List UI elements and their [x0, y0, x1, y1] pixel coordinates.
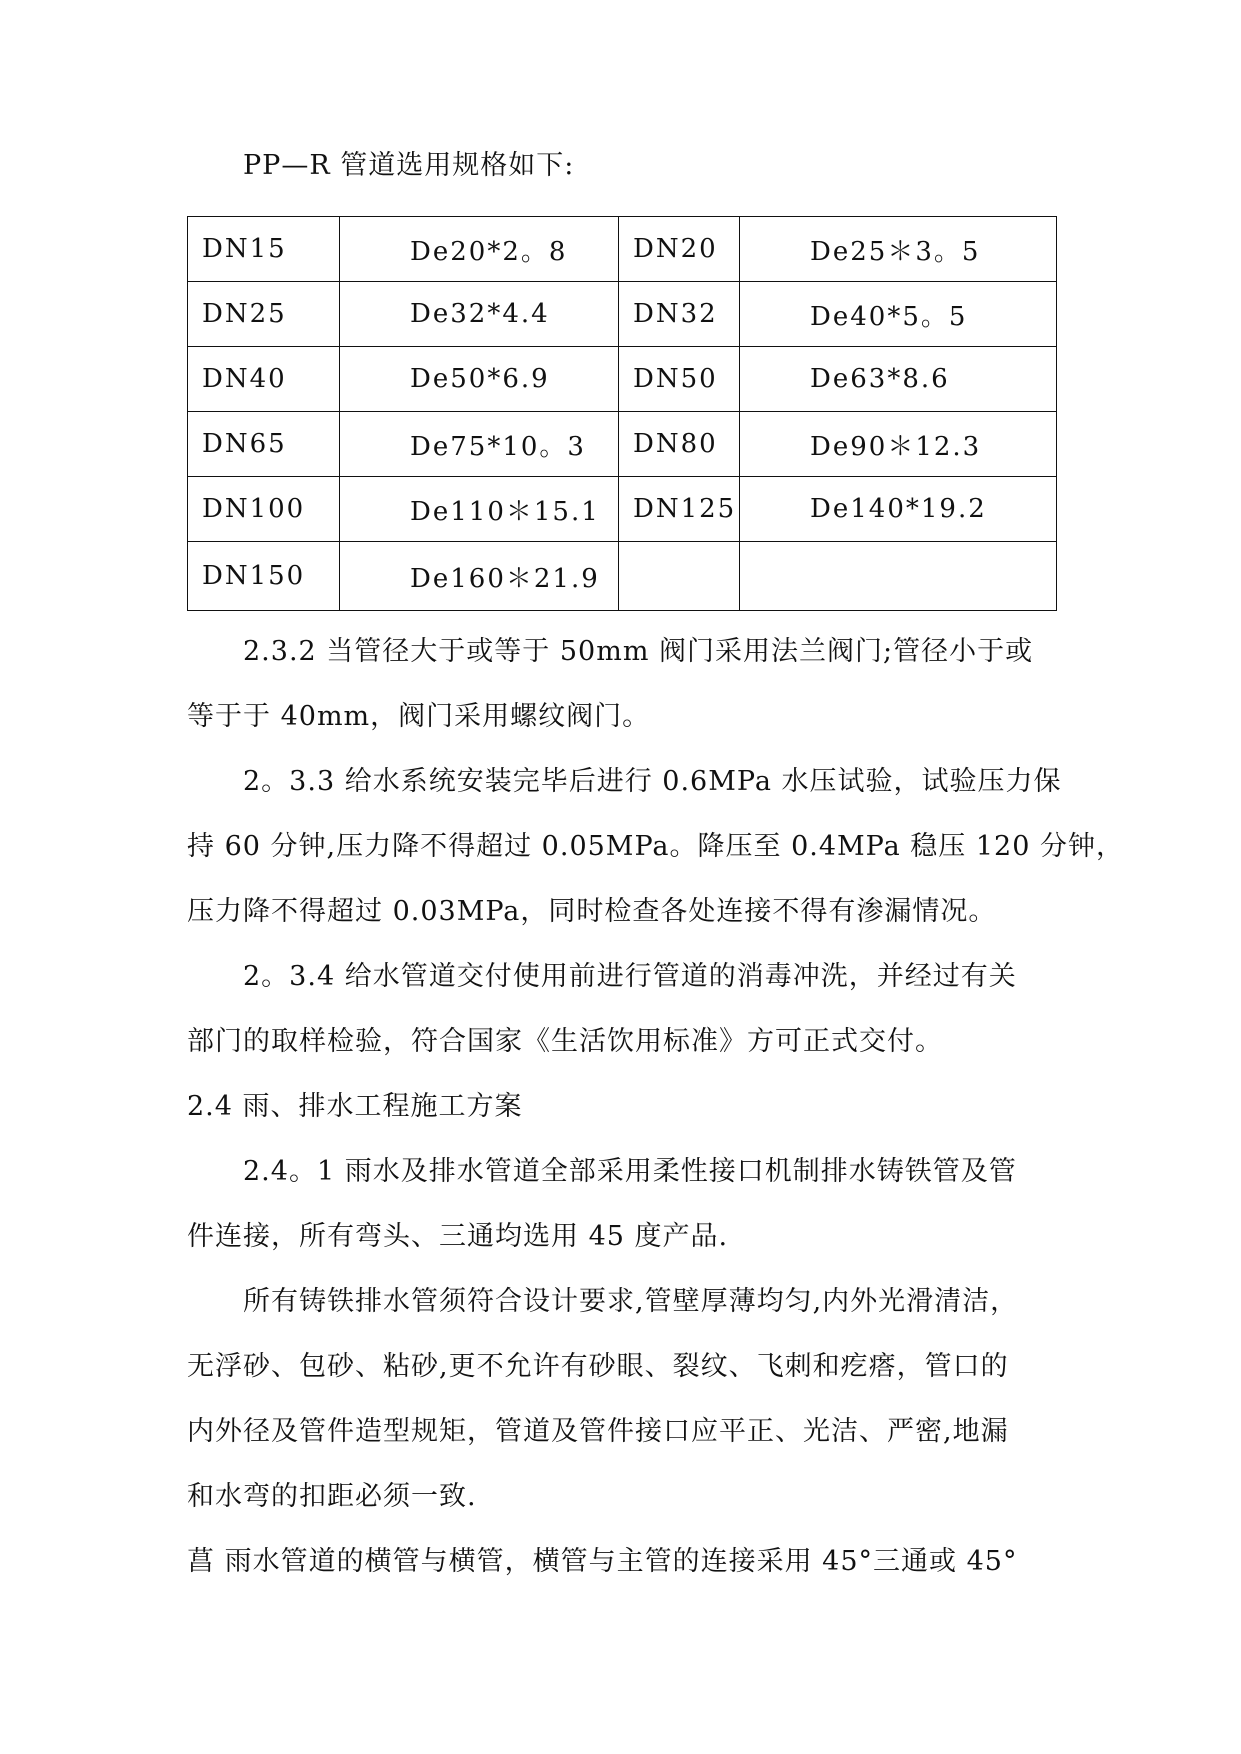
outer-diameter-cell: De63*8.6 — [740, 347, 1057, 412]
nominal-diameter-cell: DN32 — [619, 282, 740, 347]
table-row — [188, 542, 1057, 611]
outer-diameter-cell: De90＊12.3 — [740, 412, 1057, 477]
paragraph-2-3-2-line-2: 等于于 40mm，阀门采用螺纹阀门。 — [187, 701, 651, 732]
outer-diameter-cell: De160＊21.9 — [340, 542, 619, 611]
outer-diameter-cell: De75*10。3 — [340, 412, 619, 477]
paragraph-cast-iron-line-2: 无浮砂、包砂、粘砂,更不允许有砂眼、裂纹、飞刺和疙瘩，管口的 — [187, 1351, 1009, 1382]
table-row — [188, 347, 1057, 412]
paragraph-2-3-4-line-2: 部门的取样检验，符合国家《生活饮用标准》方可正式交付。 — [187, 1026, 943, 1057]
nominal-diameter-cell: DN100 — [188, 477, 340, 542]
table-intro: PP—R 管道选用规格如下: — [243, 150, 575, 181]
nominal-diameter-cell — [619, 542, 740, 611]
outer-diameter-cell: De20*2。8 — [340, 217, 619, 282]
nominal-diameter-cell: DN80 — [619, 412, 740, 477]
paragraph-cast-iron-line-4: 和水弯的扣距必须一致. — [187, 1481, 477, 1512]
nominal-diameter-cell: DN125 — [619, 477, 740, 542]
outer-diameter-cell: De32*4.4 — [340, 282, 619, 347]
paragraph-2-3-3-line-3: 压力降不得超过 0.03MPa，同时检查各处连接不得有渗漏情况。 — [187, 896, 997, 927]
paragraph-2-3-3-line-2: 持 60 分钟,压力降不得超过 0.05MPa。降压至 0.4MPa 稳压 120 分钟， — [187, 831, 1125, 862]
outer-diameter-cell — [740, 542, 1057, 611]
nominal-diameter-cell: DN50 — [619, 347, 740, 412]
paragraph-2-3-3-line-1: 2。3.3 给水系统安装完毕后进行 0.6MPa 水压试验，试验压力保 — [243, 766, 1062, 797]
outer-diameter-cell: De140*19.2 — [740, 477, 1057, 542]
pipe-spec-table — [187, 216, 1057, 611]
table-row — [188, 282, 1057, 347]
paragraph-cast-iron-line-3: 内外径及管件造型规矩，管道及管件接口应平正、光洁、严密,地漏 — [187, 1416, 1009, 1447]
nominal-diameter-cell: DN20 — [619, 217, 740, 282]
nominal-diameter-cell: DN40 — [188, 347, 340, 412]
nominal-diameter-cell: DN65 — [188, 412, 340, 477]
nominal-diameter-cell: DN150 — [188, 542, 340, 611]
paragraph-2-3-4-line-1: 2。3.4 给水管道交付使用前进行管道的消毒冲洗，并经过有关 — [243, 961, 1017, 992]
section-heading-2-4: 2.4 雨、排水工程施工方案 — [187, 1091, 523, 1122]
paragraph-2-4-1-line-2: 件连接，所有弯头、三通均选用 45 度产品. — [187, 1221, 729, 1252]
table-row — [188, 412, 1057, 477]
paragraph-cast-iron-line-1: 所有铸铁排水管须符合设计要求,管壁厚薄均匀,内外光滑清洁， — [243, 1286, 1019, 1317]
nominal-diameter-cell: DN15 — [188, 217, 340, 282]
outer-diameter-cell: De25＊3。5 — [740, 217, 1057, 282]
outer-diameter-cell: De40*5。5 — [740, 282, 1057, 347]
outer-diameter-cell: De110＊15.1 — [340, 477, 619, 542]
paragraph-2-3-2-line-1: 2.3.2 当管径大于或等于 50mm 阀门采用法兰阀门;管径小于或 — [243, 636, 1034, 667]
table-row — [188, 477, 1057, 542]
paragraph-2-4-1-line-1: 2.4。1 雨水及排水管道全部采用柔性接口机制排水铸铁管及管 — [243, 1156, 1017, 1187]
table-row — [188, 217, 1057, 282]
paragraph-rainwater-connection: 菖 雨水管道的横管与横管，横管与主管的连接采用 45°三通或 45° — [187, 1546, 1018, 1577]
outer-diameter-cell: De50*6.9 — [340, 347, 619, 412]
nominal-diameter-cell: DN25 — [188, 282, 340, 347]
